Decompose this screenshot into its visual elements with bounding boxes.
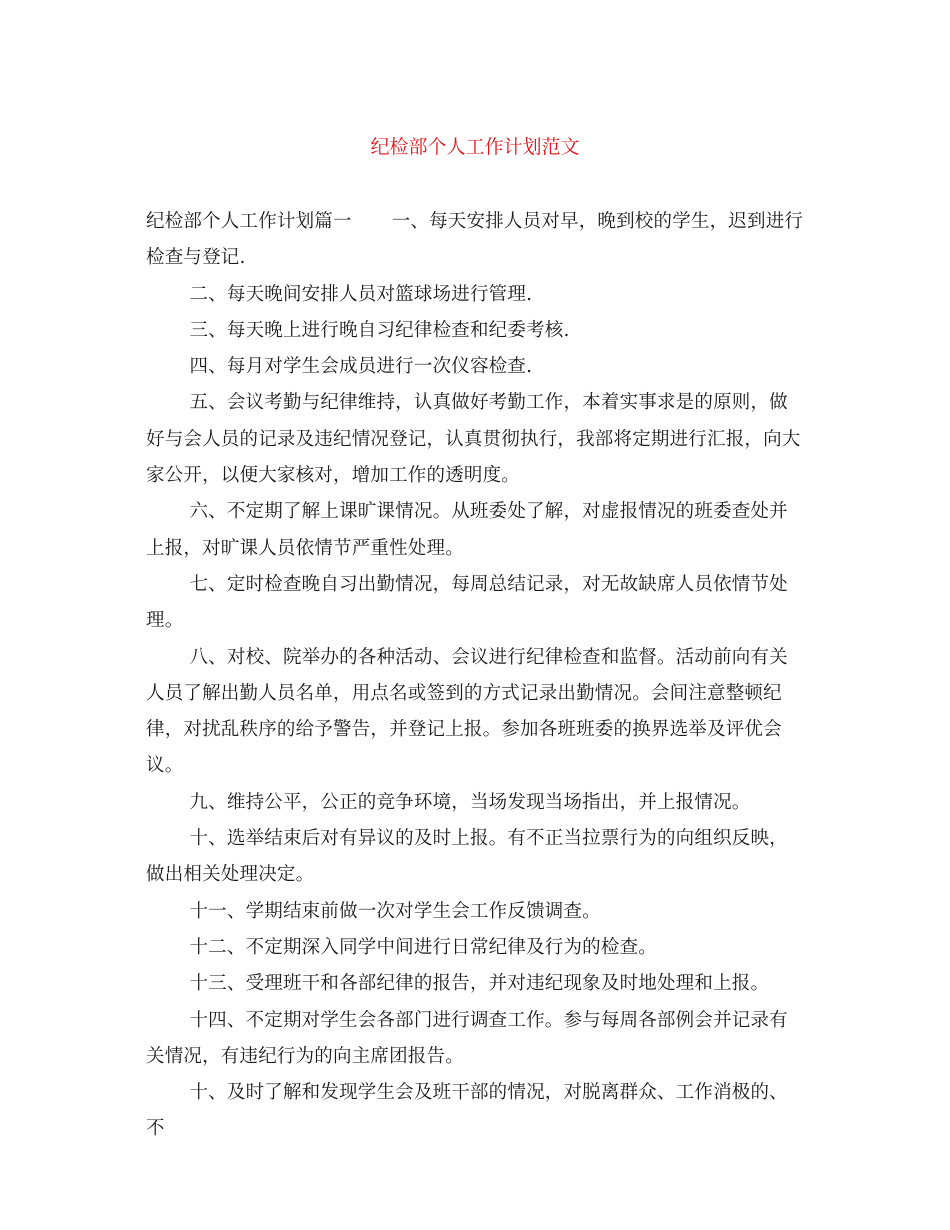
item-7: 七、定时检查晚自习出勤情况，每周总结记录，对无故缺席人员依情节处理。 <box>146 573 788 632</box>
document-body <box>146 204 806 1148</box>
item-9: 九、维持公平，公正的竞争环境，当场发现当场指出，并上报情况。 <box>189 791 751 813</box>
item-4: 四、每月对学生会成员进行一次仪容检查. <box>189 356 533 378</box>
document-title: 纪检部个人工作计划范文 <box>370 136 580 158</box>
item-8: 八、对校、院举办的各种活动、会议进行纪律检查和监督。活动前向有关人员了解出勤人员名单，用点名或签到的方式记录出勤情况。会间注意整顿纪律，对扰乱秩序的给予警告，并登记上报。参加各班班委的换界选举及评优会议。 <box>146 646 788 777</box>
paragraph-first <box>146 204 806 277</box>
item-5: 五、会议考勤与纪律维持，认真做好考勤工作，本着实事求是的原则，做好与会人员的记录及违纪情况登记，认真贯彻执行，我部将定期进行汇报，向大家公开，以便大家核对，增加工作的透明度。 <box>146 392 801 487</box>
item-1: 一、每天安排人员对早，晚到校的学生，迟到进行检查与登记. <box>146 211 804 269</box>
item-13: 十三、受理班干和各部纪律的报告，并对违纪现象及时地处理和上报。 <box>189 973 770 995</box>
item-15: 十、及时了解和发现学生会及班干部的情况，对脱离群众、工作消极的、不 <box>146 1082 788 1140</box>
item-3: 三、每天晚上进行晚自习纪律检查和纪委考核. <box>189 319 570 341</box>
item-2: 二、每天晚间安排人员对篮球场进行管理. <box>189 283 533 305</box>
first-heading: 纪检部个人工作计划篇一 <box>146 211 352 232</box>
item-14: 十四、不定期对学生会各部门进行调查工作。参与每周各部例会并记录有关情况，有违纪行为的向主席团报告。 <box>146 1009 788 1067</box>
item-10: 十、选举结束后对有异议的及时上报。有不正当拉票行为的向组织反映，做出相关处理决定。 <box>146 828 788 886</box>
item-12: 十二、不定期深入同学中间进行日常纪律及行为的检查。 <box>189 936 657 958</box>
item-11: 十一、学期结束前做一次对学生会工作反馈调查。 <box>189 900 601 922</box>
item-6: 六、不定期了解上课旷课情况。从班委处了解，对虚报情况的班委查处并上报，对旷课人员依情节严重性处理。 <box>146 501 788 559</box>
